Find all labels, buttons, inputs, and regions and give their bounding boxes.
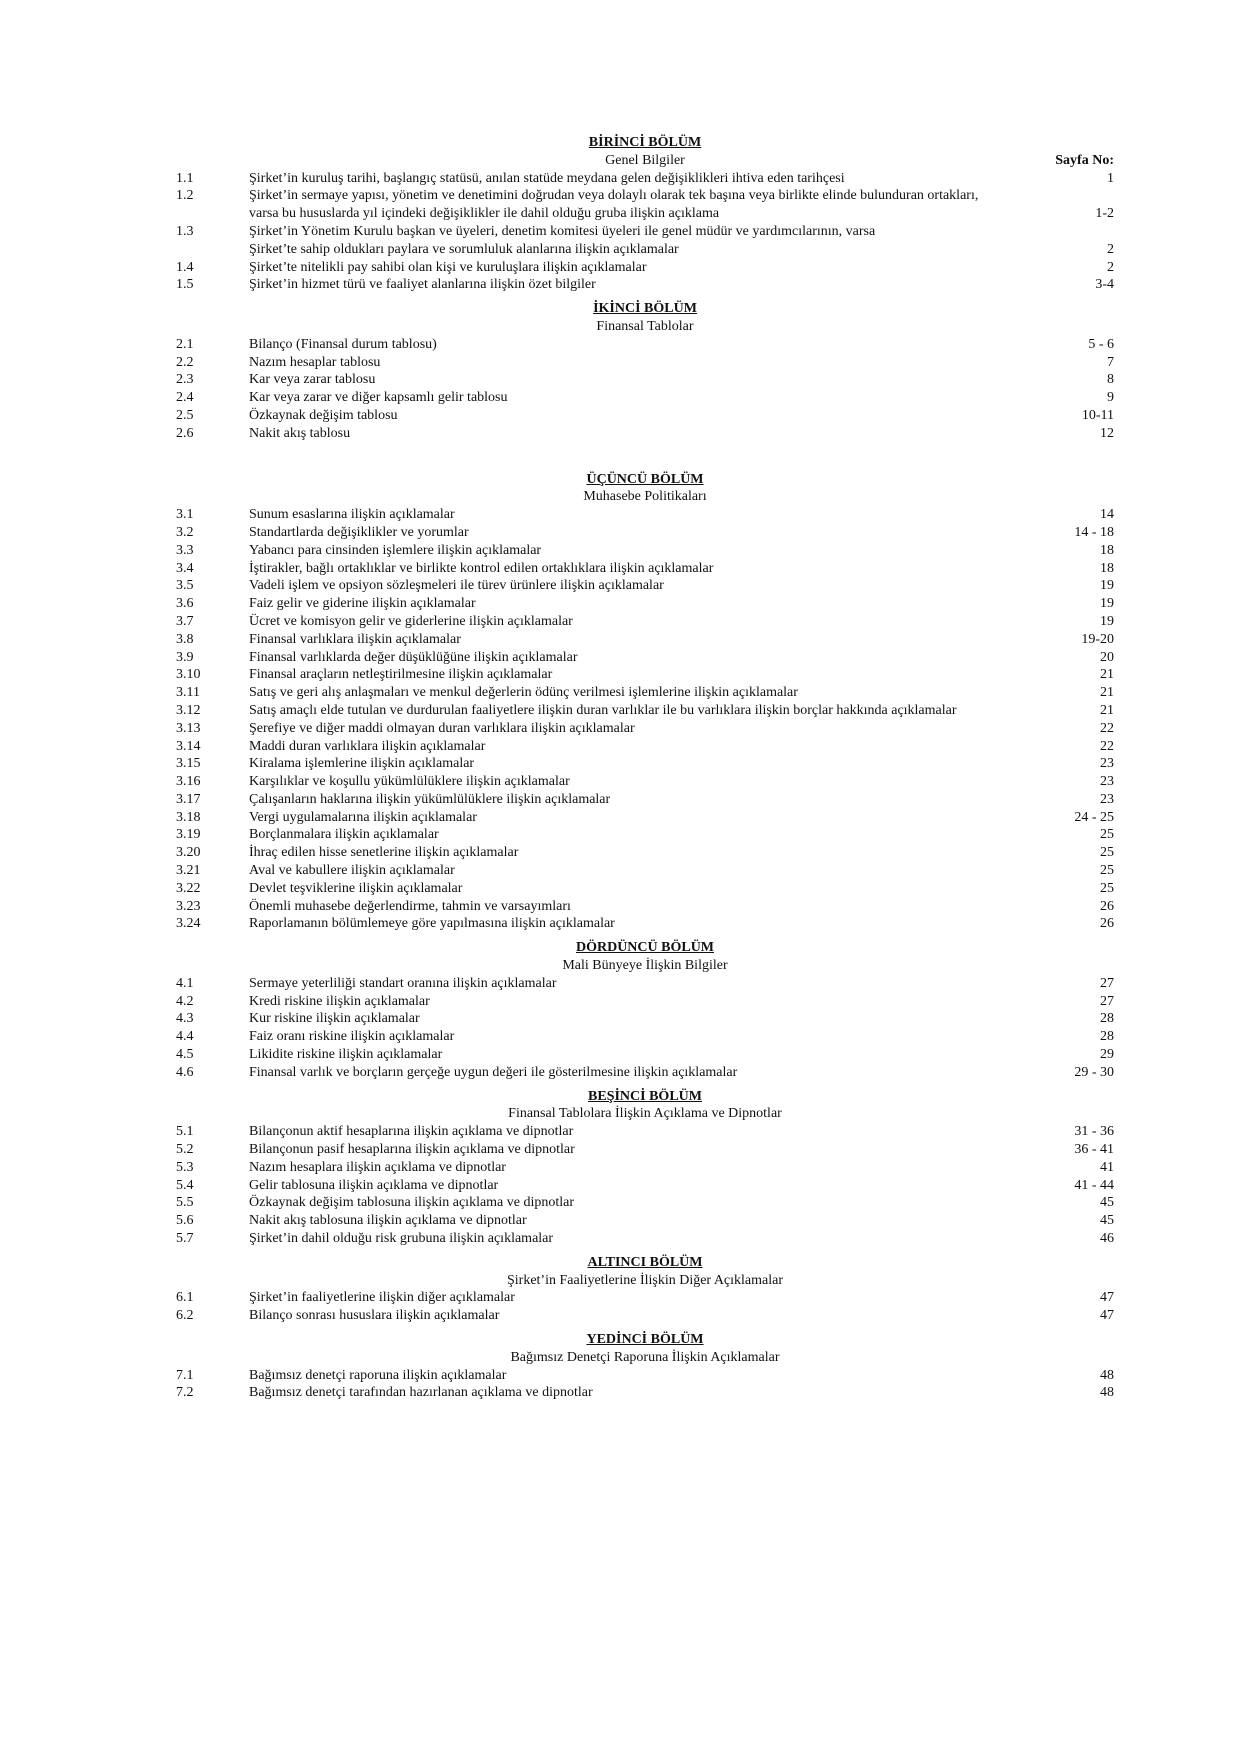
entry-text [249, 371, 1044, 389]
entry-text-line: Finansal varlıklara ilişkin açıklamalar [249, 631, 461, 647]
entry-page-number: 19 [1100, 578, 1114, 594]
section-title: BİRİNCİ BÖLÜM [588, 135, 702, 150]
toc-section [176, 939, 1114, 1081]
toc-entry [176, 791, 1114, 809]
entry-text [249, 1289, 1044, 1307]
entry-page-number: 14 [1100, 507, 1114, 523]
entry-text [249, 755, 1044, 773]
entry-text-line: Şirket’te nitelikli pay sahibi olan kişi ve kuruluşlara ilişkin açıklamalar [249, 259, 647, 275]
toc-entry [176, 407, 1114, 425]
entry-text-line: Borçlanmalara ilişkin açıklamalar [249, 827, 439, 843]
entry-text [249, 1384, 1044, 1402]
entry-text-line: Finansal araçların netleştirilmesine ilişkin açıklamalar [249, 667, 553, 683]
entry-number: 3.3 [176, 542, 194, 558]
entry-page-number: 48 [1100, 1367, 1114, 1383]
entry-page-number: 14 - 18 [1074, 524, 1114, 540]
table-of-contents [176, 134, 1114, 1402]
entry-number: 3.6 [176, 596, 194, 612]
entry-page-number: 41 - 44 [1074, 1177, 1114, 1193]
entry-text-line: Ücret ve komisyon gelir ve giderlerine ilişkin açıklamalar [249, 613, 573, 629]
entry-text [249, 595, 1044, 613]
toc-entry [176, 371, 1114, 389]
entry-number: 2.4 [176, 390, 194, 406]
section-title: ALTINCI BÖLÜM [587, 1254, 703, 1270]
entry-number: 6.1 [176, 1290, 194, 1306]
entry-number: 4.3 [176, 1011, 194, 1027]
entry-text-line: Bilançonun aktif hesaplarına ilişkin açıklama ve dipnotlar [249, 1124, 574, 1140]
entry-page-number: 47 [1100, 1290, 1114, 1306]
entry-page-number: 24 - 25 [1074, 809, 1114, 825]
entry-number: 3.11 [176, 685, 200, 701]
entry-text-line: Şirket’in hizmet türü ve faaliyet alanlarına ilişkin özet bilgiler [249, 277, 596, 293]
entry-text-line: Bilanço (Finansal durum tablosu) [249, 336, 437, 352]
entry-page-number: 22 [1100, 720, 1114, 736]
entry-number: 3.8 [176, 631, 194, 647]
entry-text-line: Devlet teşviklerine ilişkin açıklamalar [249, 880, 463, 896]
entry-number: 5.5 [176, 1195, 194, 1211]
entry-text-line: Şirket’in sermaye yapısı, yönetim ve denetimini doğrudan veya dolaylı olarak tek başına veya birlikte elinde bulunduran ortakları, [249, 188, 979, 204]
entry-number: 1.1 [176, 170, 194, 186]
toc-section [176, 1088, 1114, 1248]
entry-page-number: 36 - 41 [1074, 1142, 1114, 1158]
toc-entry [176, 170, 1114, 188]
entry-page-number: 45 [1100, 1213, 1114, 1229]
entry-page-number: 2 [1107, 241, 1114, 257]
toc-entry [176, 613, 1114, 631]
entry-text-line: Raporlamanın bölümlemeye göre yapılmasına ilişkin açıklamalar [249, 916, 615, 932]
toc-entry [176, 506, 1114, 524]
entry-page-number: 8 [1107, 372, 1114, 388]
toc-entry [176, 898, 1114, 916]
entry-number: 3.21 [176, 863, 201, 879]
entry-text-line: Kiralama işlemlerine ilişkin açıklamalar [249, 756, 475, 772]
entry-text-line: Şirket’in faaliyetlerine ilişkin diğer açıklamalar [249, 1290, 515, 1306]
entry-text-line: Likidite riskine ilişkin açıklamalar [249, 1047, 443, 1063]
entry-text [249, 1177, 1044, 1195]
entry-text [249, 187, 1044, 223]
entry-text-line: Bilançonun pasif hesaplarına ilişkin açıklama ve dipnotlar [249, 1142, 575, 1158]
toc-entry [176, 354, 1114, 372]
entry-text [249, 354, 1044, 372]
entry-page-number: 25 [1100, 880, 1114, 896]
entry-text [249, 1028, 1044, 1046]
entry-text-line: Özkaynak değişim tablosu [249, 407, 398, 423]
entry-number: 3.18 [176, 809, 201, 825]
entry-text [249, 1230, 1044, 1248]
entry-text [249, 666, 1044, 684]
entry-text-line: Karşılıklar ve koşullu yükümlülüklere ilişkin açıklamalar [249, 774, 570, 790]
entry-page-number: 26 [1100, 898, 1114, 914]
entry-text [249, 826, 1044, 844]
entry-text-line: Nakit akış tablosu [249, 425, 351, 441]
toc-entry [176, 560, 1114, 578]
toc-entry [176, 649, 1114, 667]
page-number-header: Sayfa No: [1055, 152, 1114, 168]
entry-number: 3.9 [176, 649, 194, 665]
entry-text-line: Faiz oranı riskine ilişkin açıklamalar [249, 1029, 455, 1045]
toc-entry [176, 773, 1114, 791]
entry-text [249, 259, 1044, 277]
entry-text [249, 684, 1044, 702]
entry-page-number: 19 [1100, 596, 1114, 612]
entry-text-line: Satış ve geri alış anlaşmaları ve menkul değerlerin ödünç verilmesi işlemlerine ilişkin açıklamalar [249, 685, 798, 701]
toc-entry [176, 389, 1114, 407]
toc-entry [176, 1289, 1114, 1307]
entry-text-line: Gelir tablosuna ilişkin açıklama ve dipnotlar [249, 1177, 499, 1193]
entry-text-line: Kar veya zarar ve diğer kapsamlı gelir tablosu [249, 390, 508, 406]
entry-text [249, 560, 1044, 578]
entry-text [249, 702, 1044, 720]
entry-text-line: Özkaynak değişim tablosuna ilişkin açıklama ve dipnotlar [249, 1195, 575, 1211]
entry-text-line: Şerefiye ve diğer maddi olmayan duran varlıklara ilişkin açıklamalar [249, 720, 635, 736]
toc-entry [176, 1177, 1114, 1195]
entry-text-line: Bağımsız denetçi tarafından hazırlanan açıklama ve dipnotlar [249, 1385, 593, 1401]
entry-number: 2.3 [176, 372, 194, 388]
entry-number: 3.14 [176, 738, 201, 754]
entry-page-number: 19-20 [1081, 631, 1114, 647]
entry-page-number: 25 [1100, 845, 1114, 861]
toc-entry [176, 259, 1114, 277]
entry-number: 5.2 [176, 1142, 194, 1158]
entry-number: 1.2 [176, 188, 194, 204]
entry-text [249, 1141, 1044, 1159]
section-subtitle: Bağımsız Denetçi Raporuna İlişkin Açıklamalar [510, 1349, 780, 1365]
section-title: BEŞİNCİ BÖLÜM [588, 1088, 702, 1104]
entry-text-line: Faiz gelir ve giderine ilişkin açıklamalar [249, 596, 476, 612]
entry-text-line: Bilanço sonrası hususlara ilişkin açıklamalar [249, 1308, 500, 1324]
entry-page-number: 28 [1100, 1029, 1114, 1045]
toc-entry [176, 1384, 1114, 1402]
entry-text [249, 389, 1044, 407]
entry-text [249, 577, 1044, 595]
entry-page-number: 22 [1100, 738, 1114, 754]
toc-entry [176, 1367, 1114, 1385]
entry-text-line: Önemli muhasebe değerlendirme, tahmin ve varsayımları [249, 898, 571, 914]
entry-text-line: Çalışanların haklarına ilişkin yükümlülüklere ilişkin açıklamalar [249, 791, 611, 807]
entry-page-number: 2 [1107, 259, 1114, 275]
entry-number: 3.4 [176, 560, 194, 576]
entry-text-line: Maddi duran varlıklara ilişkin açıklamalar [249, 738, 486, 754]
entry-text [249, 1123, 1044, 1141]
entry-number: 7.2 [176, 1385, 194, 1401]
entry-number: 4.5 [176, 1047, 194, 1063]
entry-text [249, 649, 1044, 667]
entry-text [249, 975, 1044, 993]
toc-entry [176, 577, 1114, 595]
entry-text-line: Yabancı para cinsinden işlemlere ilişkin açıklamalar [249, 542, 542, 558]
entry-number: 4.1 [176, 975, 194, 991]
entry-page-number: 3-4 [1095, 277, 1114, 293]
entry-text [249, 631, 1044, 649]
entry-number: 5.3 [176, 1159, 194, 1175]
section-title: DÖRDÜNCÜ BÖLÜM [575, 940, 715, 956]
toc-entry [176, 1230, 1114, 1248]
entry-page-number: 5 - 6 [1088, 336, 1114, 352]
toc-entry [176, 993, 1114, 1011]
entry-text [249, 809, 1044, 827]
toc-entry [176, 862, 1114, 880]
toc-entry [176, 1028, 1114, 1046]
toc-entry [176, 223, 1114, 259]
toc-section [176, 1331, 1114, 1402]
entry-page-number: 48 [1100, 1385, 1114, 1401]
entry-page-number: 29 - 30 [1074, 1064, 1114, 1080]
entry-text [249, 1307, 1044, 1325]
toc-entry [176, 1141, 1114, 1159]
entry-text-line: Vergi uygulamalarına ilişkin açıklamalar [249, 809, 477, 825]
entry-page-number: 19 [1100, 613, 1114, 629]
toc-entry [176, 738, 1114, 756]
entry-text-line: Şirket’in Yönetim Kurulu başkan ve üyeleri, denetim komitesi üyeleri ile genel müdür ve yardımcılarının, varsa [249, 223, 876, 239]
entry-number: 1.3 [176, 223, 194, 239]
entry-text [249, 1010, 1044, 1028]
entry-text-line: Şirket’in kuruluş tarihi, başlangıç statüsü, anılan statüde meydana gelen değişiklikleri ihtiva eden tarihçesi [249, 170, 845, 186]
toc-entry [176, 702, 1114, 720]
entry-number: 3.20 [176, 845, 201, 861]
toc-entry [176, 276, 1114, 294]
toc-section [176, 1254, 1114, 1325]
entry-number: 3.16 [176, 774, 201, 790]
entry-page-number: 27 [1100, 993, 1114, 1009]
entry-text-line: Şirket’te sahip oldukları paylara ve sorumluluk alanlarına ilişkin açıklamalar [249, 241, 679, 257]
section-subtitle: Finansal Tablolara İlişkin Açıklama ve Dipnotlar [508, 1106, 782, 1122]
toc-entry [176, 1010, 1114, 1028]
entry-text-line: Finansal varlık ve borçların gerçeğe uygun değeri ile gösterilmesine ilişkin açıklamalar [249, 1064, 738, 1080]
entry-text [249, 613, 1044, 631]
toc-entry [176, 915, 1114, 933]
entry-text [249, 720, 1044, 738]
entry-page-number: 47 [1100, 1308, 1114, 1324]
toc-entry [176, 975, 1114, 993]
entry-text [249, 407, 1044, 425]
entry-number: 4.4 [176, 1029, 194, 1045]
entry-page-number: 23 [1100, 756, 1114, 772]
entry-page-number: 46 [1100, 1231, 1114, 1247]
entry-number: 5.6 [176, 1213, 194, 1229]
toc-entry [176, 684, 1114, 702]
entry-number: 6.2 [176, 1308, 194, 1324]
section-subtitle: Genel Bilgiler [605, 152, 685, 168]
toc-entry [176, 1307, 1114, 1325]
entry-text-line: Kredi riskine ilişkin açıklamalar [249, 993, 430, 1009]
entry-text-line: Aval ve kabullere ilişkin açıklamalar [249, 863, 455, 879]
entry-page-number: 18 [1100, 542, 1114, 558]
entry-text [249, 1159, 1044, 1177]
entry-text-line: Finansal varlıklarda değer düşüklüğüne ilişkin açıklamalar [249, 649, 578, 665]
toc-entry [176, 524, 1114, 542]
entry-text [249, 223, 1044, 259]
toc-section [176, 134, 1114, 294]
section-title: İKİNCİ BÖLÜM [593, 301, 697, 317]
toc-entry [176, 809, 1114, 827]
entry-page-number: 21 [1100, 702, 1114, 718]
toc-entry [176, 542, 1114, 560]
toc-entry [176, 1212, 1114, 1230]
entry-number: 3.23 [176, 898, 201, 914]
entry-number: 2.5 [176, 407, 194, 423]
entry-number: 4.2 [176, 993, 194, 1009]
toc-entry [176, 755, 1114, 773]
entry-text-line: İştirakler, bağlı ortaklıklar ve birlikte kontrol edilen ortaklıklara ilişkin açıklamalar [249, 560, 714, 576]
section-title: ÜÇÜNCÜ BÖLÜM [586, 471, 704, 487]
entry-page-number: 26 [1100, 916, 1114, 932]
toc-entry [176, 1123, 1114, 1141]
section-subtitle: Şirket’in Faaliyetlerine İlişkin Diğer Açıklamalar [506, 1272, 784, 1288]
section-subtitle: Finansal Tablolar [596, 318, 694, 334]
entry-number: 3.12 [176, 702, 201, 718]
entry-text-line: Nakit akış tablosuna ilişkin açıklama ve dipnotlar [249, 1213, 527, 1229]
toc-entry [176, 425, 1114, 443]
entry-number: 7.1 [176, 1367, 194, 1383]
toc-section [176, 300, 1114, 442]
entry-number: 3.24 [176, 916, 201, 932]
entry-page-number: 9 [1107, 390, 1114, 406]
entry-page-number: 18 [1100, 560, 1114, 576]
entry-page-number: 21 [1100, 667, 1114, 683]
entry-page-number: 25 [1100, 863, 1114, 879]
entry-text-line: varsa bu hususlarda yıl içindeki değişiklikler ile dahil olduğu gruba ilişkin açıklama [249, 206, 720, 222]
toc-entry [176, 1159, 1114, 1177]
entry-text [249, 993, 1044, 1011]
entry-page-number: 1 [1107, 170, 1114, 186]
entry-text-line: Sunum esaslarına ilişkin açıklamalar [249, 507, 455, 523]
entry-number: 3.5 [176, 578, 194, 594]
entry-text [249, 862, 1044, 880]
entry-page-number: 27 [1100, 975, 1114, 991]
entry-page-number: 23 [1100, 774, 1114, 790]
toc-entry [176, 1046, 1114, 1064]
entry-text [249, 844, 1044, 862]
entry-text [249, 542, 1044, 560]
entry-number: 3.15 [176, 756, 201, 772]
entry-page-number: 20 [1100, 649, 1114, 665]
toc-entry [176, 1194, 1114, 1212]
entry-text-line: Nazım hesaplara ilişkin açıklama ve dipnotlar [249, 1159, 506, 1175]
entry-text-line: Nazım hesaplar tablosu [249, 354, 381, 370]
entry-page-number: 23 [1100, 791, 1114, 807]
entry-page-number: 1-2 [1095, 206, 1114, 222]
entry-number: 4.6 [176, 1064, 194, 1080]
entry-text [249, 524, 1044, 542]
toc-entry [176, 720, 1114, 738]
entry-page-number: 41 [1100, 1159, 1114, 1175]
entry-text-line: Standartlarda değişiklikler ve yorumlar [249, 524, 469, 540]
entry-text [249, 425, 1044, 443]
toc-entry [176, 1064, 1114, 1082]
toc-entry [176, 187, 1114, 223]
toc-entry [176, 595, 1114, 613]
entry-text [249, 170, 1044, 188]
section-title: YEDİNCİ BÖLÜM [586, 1332, 704, 1347]
entry-number: 2.6 [176, 425, 194, 441]
entry-page-number: 25 [1100, 827, 1114, 843]
entry-text-line: İhraç edilen hisse senetlerine ilişkin açıklamalar [249, 845, 519, 861]
toc-entry [176, 844, 1114, 862]
entry-number: 3.10 [176, 667, 201, 683]
entry-number: 3.13 [176, 720, 201, 736]
entry-number: 5.7 [176, 1231, 194, 1247]
entry-number: 1.4 [176, 259, 194, 275]
entry-text [249, 1367, 1044, 1385]
entry-text [249, 915, 1044, 933]
entry-text [249, 791, 1044, 809]
entry-text [249, 336, 1044, 354]
entry-page-number: 21 [1100, 685, 1114, 701]
entry-text [249, 1212, 1044, 1230]
entry-text [249, 898, 1044, 916]
entry-text-line: Şirket’in dahil olduğu risk grubuna ilişkin açıklamalar [249, 1231, 554, 1247]
section-subtitle: Mali Bünyeye İlişkin Bilgiler [562, 958, 728, 974]
entry-page-number: 31 - 36 [1074, 1124, 1114, 1140]
entry-page-number: 29 [1100, 1047, 1114, 1063]
entry-text [249, 738, 1044, 756]
toc-entry [176, 336, 1114, 354]
entry-number: 3.7 [176, 613, 194, 629]
toc-section [176, 471, 1114, 934]
entry-text-line: Satış amaçlı elde tutulan ve durdurulan faaliyetlere ilişkin duran varlıklar ile bu varlıklara ilişkin borçlar hakkında açıklamalar [249, 702, 957, 718]
entry-number: 5.4 [176, 1177, 194, 1193]
entry-text-line: Kar veya zarar tablosu [249, 372, 376, 388]
entry-number: 1.5 [176, 277, 194, 293]
entry-text [249, 880, 1044, 898]
toc-entry [176, 826, 1114, 844]
entry-text [249, 1064, 1044, 1082]
entry-number: 2.2 [176, 354, 194, 370]
entry-text [249, 773, 1044, 791]
entry-number: 3.2 [176, 524, 194, 540]
entry-text-line: Kur riskine ilişkin açıklamalar [249, 1011, 420, 1027]
entry-number: 3.19 [176, 827, 201, 843]
entry-text-line: Bağımsız denetçi raporuna ilişkin açıklamalar [249, 1367, 507, 1383]
toc-entry [176, 880, 1114, 898]
entry-number: 3.22 [176, 880, 201, 896]
entry-page-number: 45 [1100, 1195, 1114, 1211]
entry-page-number: 7 [1107, 354, 1114, 370]
entry-text [249, 1046, 1044, 1064]
entry-text-line: Vadeli işlem ve opsiyon sözleşmeleri ile türev ürünlere ilişkin açıklamalar [249, 578, 664, 594]
entry-text [249, 1194, 1044, 1212]
entry-number: 2.1 [176, 336, 194, 352]
entry-page-number: 28 [1100, 1011, 1114, 1027]
entry-number: 3.1 [176, 507, 194, 523]
entry-page-number: 12 [1100, 425, 1114, 441]
entry-number: 5.1 [176, 1124, 194, 1140]
toc-entry [176, 666, 1114, 684]
entry-page-number: 10-11 [1081, 407, 1114, 423]
entry-text-line: Sermaye yeterliliği standart oranına ilişkin açıklamalar [249, 975, 557, 991]
entry-number: 3.17 [176, 791, 201, 807]
entry-text [249, 506, 1044, 524]
toc-entry [176, 631, 1114, 649]
entry-text [249, 276, 1044, 294]
section-subtitle: Muhasebe Politikaları [583, 489, 707, 505]
